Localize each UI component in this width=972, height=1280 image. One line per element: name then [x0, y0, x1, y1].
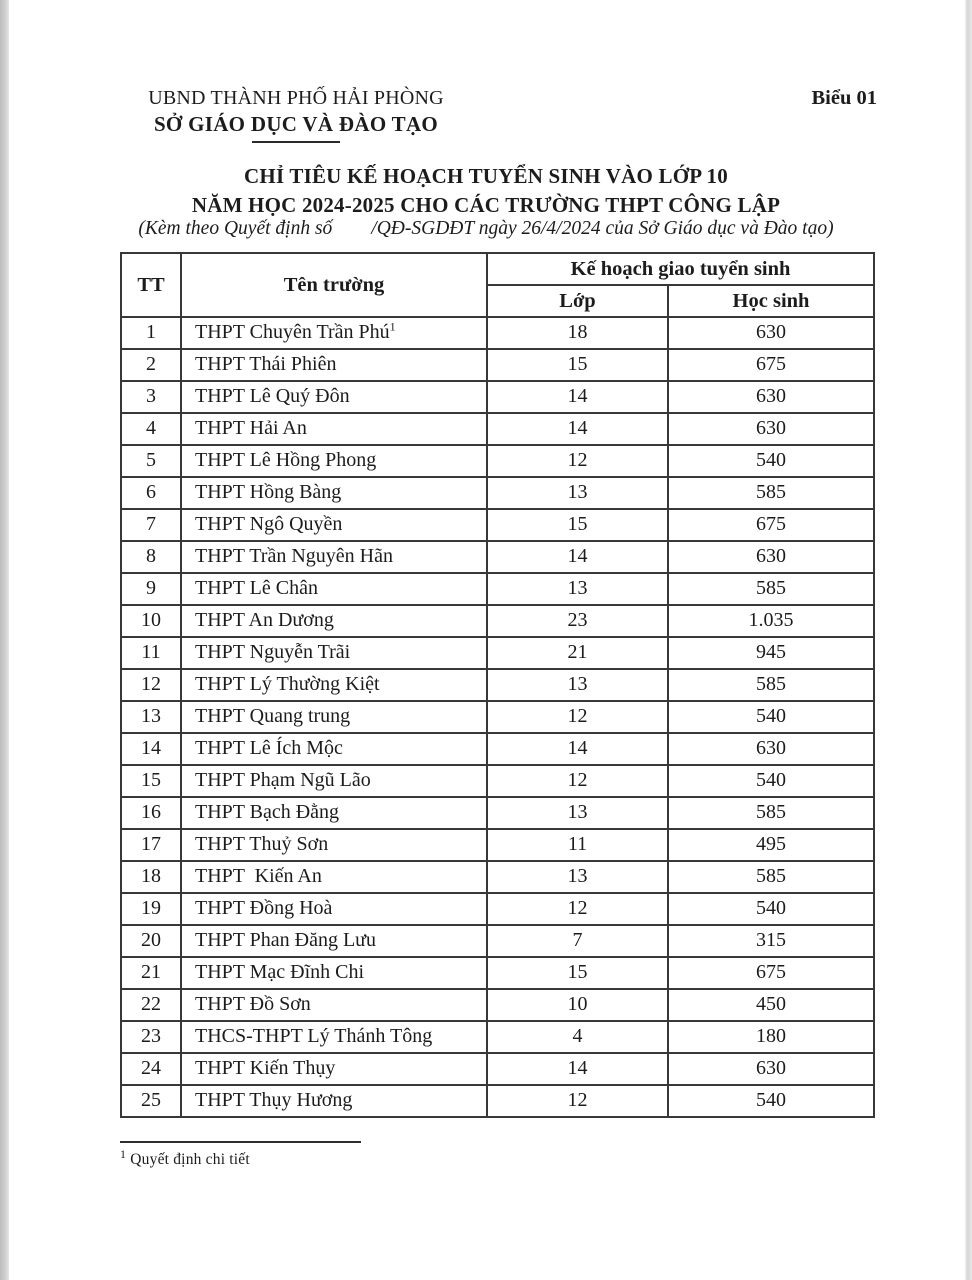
- org-name-parent: UBND THÀNH PHỐ HẢI PHÒNG: [148, 87, 444, 109]
- issuing-org-block: [118, 85, 474, 143]
- col-header-school: Tên trường: [181, 253, 487, 317]
- cell-students: 180: [668, 1021, 874, 1053]
- cell-students: 540: [668, 1085, 874, 1117]
- table-row: [121, 381, 874, 413]
- cell-school: THPT Lê Chân: [181, 573, 487, 605]
- cell-classes: 12: [487, 1085, 668, 1117]
- cell-students: 540: [668, 765, 874, 797]
- cell-school: THPT Hải An: [181, 413, 487, 445]
- cell-students: 585: [668, 797, 874, 829]
- document-title-line2: NĂM HỌC 2024-2025 CHO CÁC TRƯỜNG THPT CÔNG LẬP: [191, 192, 781, 217]
- cell-school: THPT Bạch Đằng: [181, 797, 487, 829]
- org-underline: [252, 141, 340, 143]
- cell-tt: 2: [121, 349, 181, 381]
- cell-tt: 18: [121, 861, 181, 893]
- table-row: [121, 509, 874, 541]
- cell-classes: 14: [487, 1053, 668, 1085]
- cell-students: 630: [668, 541, 874, 573]
- table-header-row-1: [121, 253, 874, 285]
- col-header-group: Kế hoạch giao tuyển sinh: [487, 253, 874, 285]
- table-row: [121, 1053, 874, 1085]
- footnote: [120, 1146, 250, 1169]
- table-row: [121, 669, 874, 701]
- cell-classes: 13: [487, 669, 668, 701]
- cell-tt: 24: [121, 1053, 181, 1085]
- cell-students: 540: [668, 701, 874, 733]
- cell-school: THPT Đồng Hoà: [181, 893, 487, 925]
- cell-students: 630: [668, 1053, 874, 1085]
- document-title: [0, 162, 972, 219]
- cell-school: THPT Phan Đăng Lưu: [181, 925, 487, 957]
- table-row: [121, 1021, 874, 1053]
- cell-classes: 15: [487, 957, 668, 989]
- footnote-marker: 1: [120, 1146, 127, 1161]
- cell-students: 540: [668, 445, 874, 477]
- cell-classes: 15: [487, 509, 668, 541]
- cell-students: 585: [668, 573, 874, 605]
- cell-students: 675: [668, 957, 874, 989]
- table-row: [121, 893, 874, 925]
- cell-school: THPT Thuỷ Sơn: [181, 829, 487, 861]
- cell-school: THCS-THPT Lý Thánh Tông: [181, 1021, 487, 1053]
- cell-tt: 16: [121, 797, 181, 829]
- cell-classes: 23: [487, 605, 668, 637]
- cell-classes: 13: [487, 861, 668, 893]
- cell-classes: 18: [487, 317, 668, 349]
- cell-students: 945: [668, 637, 874, 669]
- enrollment-plan-table: [120, 252, 875, 1118]
- cell-classes: 10: [487, 989, 668, 1021]
- cell-classes: 11: [487, 829, 668, 861]
- cell-tt: 19: [121, 893, 181, 925]
- school-table-body: [121, 317, 874, 1117]
- cell-school: THPT Quang trung: [181, 701, 487, 733]
- cell-tt: 23: [121, 1021, 181, 1053]
- cell-school: THPT Kiến Thụy: [181, 1053, 487, 1085]
- cell-students: 495: [668, 829, 874, 861]
- cell-school: THPT Lê Hồng Phong: [181, 445, 487, 477]
- cell-students: 585: [668, 861, 874, 893]
- cell-classes: 15: [487, 349, 668, 381]
- cell-school: THPT Trần Nguyên Hãn: [181, 541, 487, 573]
- table-row: [121, 477, 874, 509]
- table-row: [121, 1085, 874, 1117]
- table-row: [121, 413, 874, 445]
- school-footnote-ref: 1: [389, 318, 396, 333]
- footnote-text: Quyết định chi tiết: [126, 1151, 250, 1168]
- footnote-divider: [120, 1141, 361, 1143]
- table-row: [121, 989, 874, 1021]
- cell-students: 630: [668, 317, 874, 349]
- cell-tt: 12: [121, 669, 181, 701]
- cell-classes: 21: [487, 637, 668, 669]
- cell-tt: 8: [121, 541, 181, 573]
- form-number-label: Biểu 01: [811, 87, 877, 109]
- cell-tt: 3: [121, 381, 181, 413]
- cell-students: 630: [668, 733, 874, 765]
- cell-classes: 14: [487, 381, 668, 413]
- cell-classes: 14: [487, 413, 668, 445]
- cell-tt: 20: [121, 925, 181, 957]
- cell-students: 1.035: [668, 605, 874, 637]
- cell-tt: 11: [121, 637, 181, 669]
- table-row: [121, 797, 874, 829]
- table-row: [121, 829, 874, 861]
- cell-tt: 10: [121, 605, 181, 637]
- cell-tt: 25: [121, 1085, 181, 1117]
- cell-students: 585: [668, 669, 874, 701]
- cell-tt: 9: [121, 573, 181, 605]
- cell-tt: 7: [121, 509, 181, 541]
- table-row: [121, 541, 874, 573]
- cell-school: THPT Nguyễn Trãi: [181, 637, 487, 669]
- cell-tt: 1: [121, 317, 181, 349]
- cell-tt: 15: [121, 765, 181, 797]
- table-row: [121, 765, 874, 797]
- table-row: [121, 349, 874, 381]
- table-row: [121, 733, 874, 765]
- document-subtitle: (Kèm theo Quyết định số /QĐ-SGDĐT ngày 26/4/2024 của Sở Giáo dục và Đào tạo): [138, 218, 834, 239]
- cell-students: 540: [668, 893, 874, 925]
- cell-tt: 22: [121, 989, 181, 1021]
- cell-tt: 13: [121, 701, 181, 733]
- cell-classes: 12: [487, 445, 668, 477]
- cell-school: THPT Đồ Sơn: [181, 989, 487, 1021]
- cell-school: THPT Hồng Bàng: [181, 477, 487, 509]
- cell-tt: 5: [121, 445, 181, 477]
- cell-classes: 12: [487, 701, 668, 733]
- cell-school: THPT Ngô Quyền: [181, 509, 487, 541]
- cell-school: THPT Chuyên Trần Phú$^1$: [181, 317, 487, 349]
- cell-tt: 6: [121, 477, 181, 509]
- cell-students: 675: [668, 349, 874, 381]
- table-row: [121, 925, 874, 957]
- cell-classes: 4: [487, 1021, 668, 1053]
- cell-school: THPT Thái Phiên: [181, 349, 487, 381]
- cell-classes: 14: [487, 541, 668, 573]
- cell-students: 630: [668, 413, 874, 445]
- cell-classes: 14: [487, 733, 668, 765]
- cell-school: THPT An Dương: [181, 605, 487, 637]
- cell-tt: 17: [121, 829, 181, 861]
- table-row: [121, 317, 874, 349]
- table-row: [121, 861, 874, 893]
- cell-school: THPT Lê Ích Mộc: [181, 733, 487, 765]
- cell-classes: 13: [487, 477, 668, 509]
- cell-students: 585: [668, 477, 874, 509]
- table-row: [121, 445, 874, 477]
- cell-tt: 21: [121, 957, 181, 989]
- cell-school: THPT Kiến An: [181, 861, 487, 893]
- cell-tt: 14: [121, 733, 181, 765]
- cell-school: THPT Mạc Đĩnh Chi: [181, 957, 487, 989]
- cell-school: THPT Lý Thường Kiệt: [181, 669, 487, 701]
- col-header-tt: TT: [121, 253, 181, 317]
- cell-students: 315: [668, 925, 874, 957]
- cell-school: THPT Phạm Ngũ Lão: [181, 765, 487, 797]
- cell-students: 450: [668, 989, 874, 1021]
- table-row: [121, 605, 874, 637]
- cell-classes: 7: [487, 925, 668, 957]
- cell-students: 675: [668, 509, 874, 541]
- cell-classes: 13: [487, 573, 668, 605]
- cell-classes: 13: [487, 797, 668, 829]
- table-row: [121, 701, 874, 733]
- document-title-line1: CHỈ TIÊU KẾ HOẠCH TUYỂN SINH VÀO LỚP 10: [244, 164, 728, 188]
- cell-students: 630: [668, 381, 874, 413]
- org-name-department: SỞ GIÁO DỤC VÀ ĐÀO TẠO: [153, 112, 439, 136]
- cell-classes: 12: [487, 893, 668, 925]
- col-header-classes: Lớp: [487, 285, 668, 317]
- cell-school: THPT Thụy Hương: [181, 1085, 487, 1117]
- cell-school: THPT Lê Quý Đôn: [181, 381, 487, 413]
- table-row: [121, 637, 874, 669]
- table-row: [121, 573, 874, 605]
- col-header-students: Học sinh: [668, 285, 874, 317]
- cell-classes: 12: [487, 765, 668, 797]
- cell-tt: 4: [121, 413, 181, 445]
- table-row: [121, 957, 874, 989]
